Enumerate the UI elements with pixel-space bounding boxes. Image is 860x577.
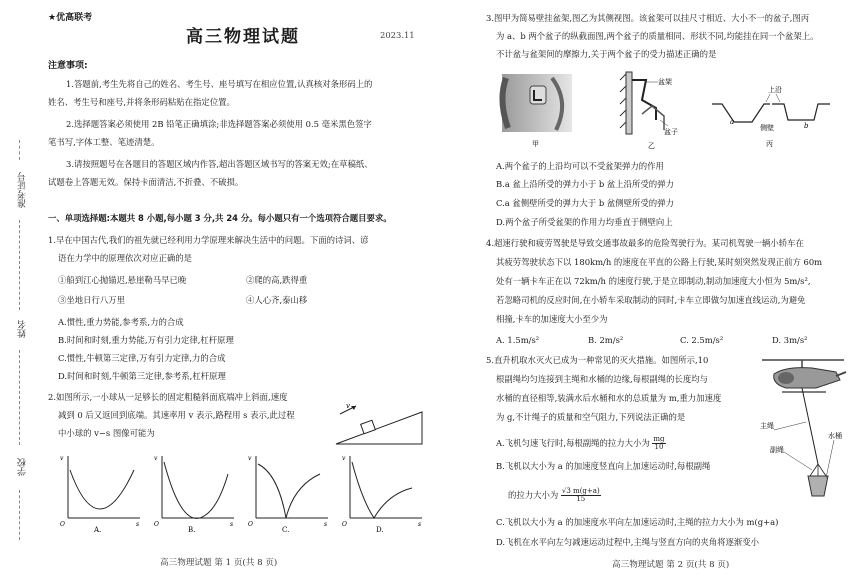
velocity-label: v	[346, 402, 350, 410]
q5-option-b-cont: 的拉力大小为 $\frac{√3 m(g+a)}{15}$	[508, 487, 600, 503]
q5-stem: 水桶的直径相等,装满水后水桶和水的总质量为 m,重力加速度	[496, 393, 722, 403]
svg-text:盆架: 盆架	[658, 78, 672, 86]
q1-proverb: ①船到江心抛锚迟,悬崖勒马早已晚	[58, 275, 187, 285]
q1-proverb: ③坐地日行八万里	[58, 295, 125, 305]
q1-stem: 语在力学中的原理依次对应正确的是	[58, 253, 192, 263]
graph-d	[342, 455, 422, 534]
svg-text:s: s	[324, 521, 328, 528]
q5-option-a: A.飞机匀速飞行时,每根副绳的拉力大小为 $\frac{mg}{10}$	[496, 435, 665, 451]
q1-stem: 1.早在中国古代,我们的祖先就已经利用力学原理来解决生活中的问题。下面的诗词、谚	[48, 235, 369, 245]
svg-text:v: v	[60, 455, 64, 462]
svg-text:O: O	[248, 521, 253, 528]
q5-option-b: B.飞机以大小为 a 的加速度竖直向上加速运动时,每根副绳	[496, 461, 711, 471]
svg-text:乙: 乙	[648, 142, 655, 150]
q3-fig-jia	[496, 70, 578, 150]
q1-option-d: D.时间和时刻,牛顿第三定律,参考系,杠杆原理	[58, 371, 226, 381]
svg-text:盆子: 盆子	[664, 128, 678, 136]
q2-graphs	[58, 452, 438, 534]
incline-figure	[332, 398, 426, 448]
graph-a	[60, 455, 140, 534]
brand: ★优高联考	[48, 13, 93, 23]
svg-text:副绳: 副绳	[770, 446, 784, 454]
notice-line: 姓名、考生号和座号,并将条形码粘贴在指定位置。	[48, 97, 235, 107]
svg-text:b: b	[804, 122, 809, 130]
svg-text:主绳: 主绳	[760, 422, 774, 430]
q4-option-a: A. 1.5m/s²	[496, 335, 540, 345]
q4-option-b: B. 2m/s²	[588, 335, 624, 345]
binding-line	[19, 350, 20, 445]
q5-stem: 5.直升机取水灭火已成为一种常见的灭火措施。如图所示,10	[486, 355, 709, 365]
q1-option-c: C.惯性,牛顿第三定律,万有引力定律,力的合成	[58, 353, 226, 363]
q4-stem: 处有一辆卡车正在以 72km/h 的速度行驶,于是立即制动,制动加速度大小恒为 5m/s²,	[496, 276, 811, 286]
svg-text:O: O	[342, 521, 347, 528]
fraction-mg-10: $\frac{mg}{10}$	[653, 435, 665, 451]
margin-name-label: 姓名	[18, 320, 28, 338]
section-heading: 一、单项选择题:本题共 8 小题,每小题 3 分,共 24 分。每小题只有一个选项符合题目要求。	[48, 213, 392, 223]
svg-text:s: s	[230, 521, 234, 528]
notice-line: 2.选择题答案必须使用 2B 铅笔正确填涂;非选择题答案必须使用 0.5 毫米黑色签字	[66, 119, 372, 129]
q1-proverb: ④人心齐,泰山移	[246, 295, 308, 305]
q4-stem: 4.超速行驶和疲劳驾驶是导致交通事故最多的危险驾驶行为。某司机驾驶一辆小轿车在	[486, 238, 804, 248]
svg-text:O: O	[60, 521, 65, 528]
q3-fig-yi	[618, 70, 696, 150]
svg-text:侧壁: 侧壁	[760, 124, 774, 132]
q3-option-a: A.两个盆子的上沿均可以不受盆架弹力的作用	[496, 161, 664, 171]
svg-text:s: s	[418, 521, 422, 528]
notice-line: 笔书写,字体工整、笔迹清楚。	[48, 137, 160, 147]
q1-proverb: ②爬的高,跌得重	[246, 275, 308, 285]
exam-date: 2023.11	[380, 30, 415, 40]
binding-line	[19, 140, 20, 160]
svg-text:水桶: 水桶	[828, 432, 842, 440]
q4-option-c: C. 2.5m/s²	[680, 335, 724, 345]
graph-label: D.	[376, 526, 384, 534]
q5-option-c: C.飞机以大小为 a 的加速度水平向左加速运动时,主绳的拉力大小为 m(g+a)	[496, 517, 779, 527]
notice-title: 注意事项:	[48, 61, 88, 71]
notice-line: 3.请按照题号在各题目的答题区域内作答,超出答题区域书写的答案无效;在草稿纸、	[66, 159, 373, 169]
q3-fig-bing	[708, 80, 838, 150]
graph-label: A.	[94, 526, 102, 534]
svg-text:O: O	[154, 521, 159, 528]
fraction-sqrt3: $\frac{√3 m(g+a)}{15}$	[561, 487, 600, 503]
margin-exam-id-label: 准考证号	[18, 172, 28, 208]
q3-stem: 不计盆与盆架间的摩擦力,关于两个盆子的受力描述正确的是	[496, 49, 717, 59]
q3-stem: 3.图甲为简易壁挂盆架,图乙为其侧视图。该盆架可以挂尺寸相近、大小不一的盆子,图丙	[486, 13, 810, 23]
q3-option-c: C.a 盆侧壁所受的弹力大于 b 盆侧壁所受的弹力	[496, 198, 674, 208]
page-title: 高三物理试题	[186, 27, 300, 47]
q3-stem: 为 a、b 两个盆子的纵截面图,两个盆子的质量相同、形状不同,均能挂在同一个盆架上。	[496, 31, 819, 41]
q1-option-b: B.时间和时刻,重力势能,万有引力定律,杠杆原理	[58, 335, 234, 345]
helicopter-figure	[756, 352, 848, 502]
svg-text:v: v	[342, 455, 346, 462]
graph-label: B.	[188, 526, 196, 534]
svg-text:s: s	[136, 521, 140, 528]
q3-option-b: B.a 盆上沿所受的弹力小于 b 盆上沿所受的弹力	[496, 179, 674, 189]
page-2-footer: 高三物理试题 第 2 页(共 8 页)	[612, 560, 730, 570]
q1-option-a: A.惯性,重力势能,参考系,力的合成	[58, 317, 184, 327]
notice-line: 试题卷上答题无效。保持卡面清洁,不折叠、不破损。	[48, 177, 244, 187]
svg-text:甲: 甲	[532, 140, 539, 148]
svg-text:v: v	[248, 455, 252, 462]
q5-stem: 根副绳均匀连接到主绳和水桶的边缘,每根副绳的长度均与	[496, 374, 709, 384]
svg-text:丙: 丙	[766, 140, 773, 148]
q2-stem: 中小球的 v−s 图像可能为	[58, 428, 155, 438]
margin-school-label: 学校	[18, 458, 28, 476]
q5-stem: 为 g,不计绳子的质量和空气阻力,下列说法正确的是	[496, 412, 686, 422]
svg-text:上沿: 上沿	[768, 86, 782, 94]
q4-stem: 其疲劳驾驶状态下以 180km/h 的速度在平直的公路上行驶,某时刻突然发现正前方 60m	[496, 257, 823, 267]
page-1-footer: 高三物理试题 第 1 页(共 8 页)	[160, 558, 278, 568]
q5-option-d: D.飞机在水平向左匀减速运动过程中,主绳与竖直方向的夹角将逐渐变小	[496, 537, 759, 547]
q2-stem: 减到 0 后又返回到底端。其速率用 v 表示,路程用 s 表示,此过程	[58, 410, 295, 420]
q4-stem: 相撞,卡车的加速度大小至少为	[496, 314, 608, 324]
svg-text:v: v	[154, 455, 158, 462]
notice-line: 1.答题前,考生先将自己的姓名、考生号、座号填写在相应位置,认真核对条形码上的	[66, 79, 373, 89]
binding-line	[19, 490, 20, 540]
q4-stem: 若忽略司机的反应时间,在小轿车采取制动的同时,卡车立即做匀加速直线运动,为避免	[496, 295, 806, 305]
q3-option-d: D.两个盆子所受盆架的作用力均垂直于侧壁向上	[496, 217, 673, 227]
svg-text:a: a	[730, 118, 735, 126]
q2-stem: 2.如图所示,一小球从一足够长的固定粗糙斜面底端冲上斜面,速度	[48, 392, 288, 402]
graph-c	[248, 455, 328, 534]
graph-b	[154, 455, 234, 534]
graph-label: C.	[282, 526, 290, 534]
binding-line	[19, 220, 20, 310]
q4-option-d: D. 3m/s²	[772, 335, 808, 345]
